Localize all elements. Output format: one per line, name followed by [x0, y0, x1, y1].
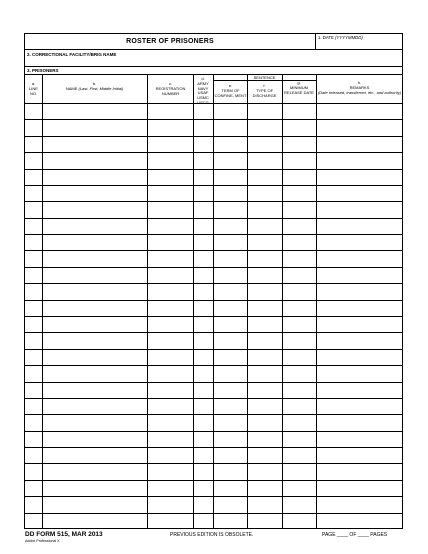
software-note: Adobe Professional X [25, 539, 60, 543]
sentence-group-header: SENTENCE [213, 74, 316, 81]
table-row[interactable] [25, 513, 402, 514]
column-divider [282, 74, 283, 529]
col-h-header: h. REMARKS (Date released, transferred, etc., and authority) [317, 80, 402, 95]
table-row[interactable] [25, 332, 402, 333]
table-row[interactable] [25, 349, 402, 350]
facility-name-field[interactable] [25, 50, 402, 67]
table-row[interactable] [25, 218, 402, 219]
column-divider [316, 74, 317, 529]
table-row[interactable] [25, 316, 402, 317]
edition-note: PREVIOUS EDITION IS OBSOLETE. [170, 532, 254, 538]
table-row[interactable] [25, 119, 402, 120]
page-count: PAGE ____ OF ____ PAGES [322, 532, 388, 538]
table-row[interactable] [25, 382, 402, 383]
table-row[interactable] [25, 234, 402, 235]
table-row[interactable] [25, 300, 402, 301]
table-row[interactable] [25, 447, 402, 448]
table-row[interactable] [25, 201, 402, 202]
header-bottom-rule [25, 103, 402, 104]
col-e-header: e. TERM OF CONFINE- MENT [214, 83, 247, 98]
prisoner-table [25, 74, 402, 529]
table-row[interactable] [25, 431, 402, 432]
form-footer [0, 529, 428, 554]
column-divider [247, 74, 248, 529]
table-row[interactable] [25, 365, 402, 366]
column-divider [213, 74, 214, 529]
table-row[interactable] [25, 398, 402, 399]
table-row[interactable] [25, 414, 402, 415]
table-row[interactable] [25, 152, 402, 153]
col-c-header: c. REGISTRATION NUMBER [155, 81, 186, 96]
col-f-header: f. TYPE OF DISCHARGE [252, 83, 277, 98]
table-row[interactable] [25, 250, 402, 251]
table-row[interactable] [25, 136, 402, 137]
date-field[interactable] [315, 34, 402, 49]
table-row[interactable] [25, 169, 402, 170]
table-row[interactable] [25, 267, 402, 268]
prisoners-label: 3. PRISONERS [27, 68, 59, 73]
date-label: 1. DATE (YYYYMMDD) [318, 35, 363, 40]
roster-form [24, 33, 403, 529]
title-bar [25, 34, 402, 50]
col-g-header: g. MINIMUM RELEASE DATE [284, 80, 314, 95]
table-row[interactable] [25, 283, 402, 284]
col-b-header: b. NAME (Last, First, Middle Initial) [65, 81, 124, 91]
form-title: ROSTER OF PRISONERS [126, 38, 214, 45]
facility-label: 2. CORRECTIONAL FACILITY/BRIG NAME [27, 52, 117, 57]
column-divider [147, 74, 148, 529]
table-row[interactable] [25, 185, 402, 186]
column-divider [193, 74, 194, 529]
col-a-header: a. LINE NO. [29, 81, 38, 96]
col-d-header: d. ARMY NAVY USAF USMC USCG [197, 76, 209, 105]
table-row[interactable] [25, 463, 402, 464]
form-number: DD FORM 515, MAR 2013 [25, 531, 103, 538]
table-row[interactable] [25, 496, 402, 497]
column-divider [42, 74, 43, 529]
prisoners-section-header [25, 67, 402, 74]
table-row[interactable] [25, 480, 402, 481]
